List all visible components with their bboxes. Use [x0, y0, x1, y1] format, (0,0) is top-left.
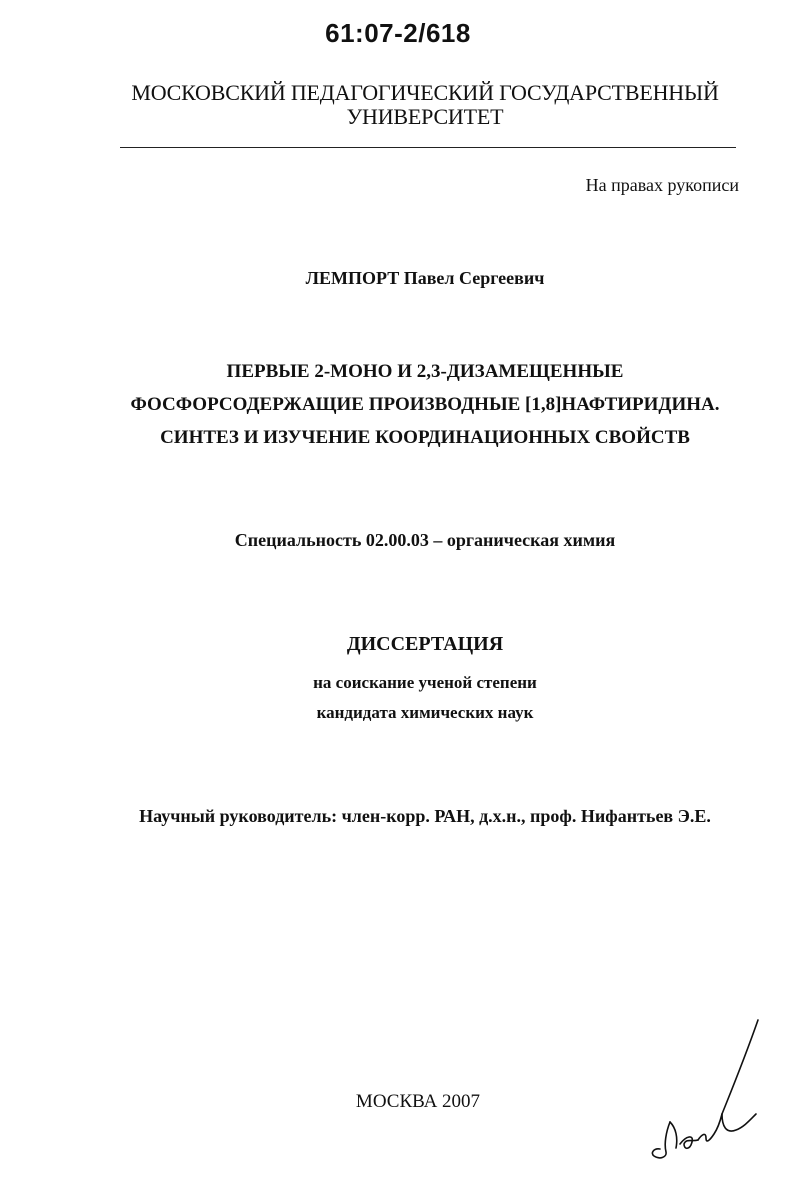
city-year: МОСКВА 2007	[355, 1091, 481, 1112]
specialty: Специальность 02.00.03 – органическая химия	[234, 530, 616, 550]
dissertation-title	[0, 355, 796, 454]
handwritten-signature-icon	[640, 1010, 770, 1160]
rights-note: На правах рукописи	[585, 175, 739, 195]
scientific-advisor: Научный руководитель: член-корр. РАН, д.х.н., проф. Нифантьев Э.Е.	[139, 806, 711, 826]
author-name: ЛЕМПОРТ Павел Сергеевич	[305, 268, 545, 288]
degree-line2: кандидата химических наук	[316, 703, 534, 722]
header-divider	[120, 147, 736, 148]
university-name	[0, 81, 796, 129]
degree-description	[0, 668, 796, 728]
degree-line1: на соискание ученой степени	[313, 673, 537, 692]
title-line3: СИНТЕЗ И ИЗУЧЕНИЕ КООРДИНАЦИОННЫХ СВОЙСТВ	[160, 427, 690, 448]
title-line2: ФОСФОРСОДЕРЖАЩИЕ ПРОИЗВОДНЫЕ [1,8]НАФТИРИДИНА.	[130, 394, 720, 415]
university-name-line2: УНИВЕРСИТЕТ	[346, 104, 504, 129]
catalog-number: 61:07-2/618	[325, 18, 471, 48]
title-line1: ПЕРВЫЕ 2-МОНО И 2,3-ДИЗАМЕЩЕННЫЕ	[226, 361, 624, 382]
university-name-line1: МОСКОВСКИЙ ПЕДАГОГИЧЕСКИЙ ГОСУДАРСТВЕННЫЙ	[131, 80, 719, 105]
dissertation-heading: ДИССЕРТАЦИЯ	[346, 633, 504, 655]
